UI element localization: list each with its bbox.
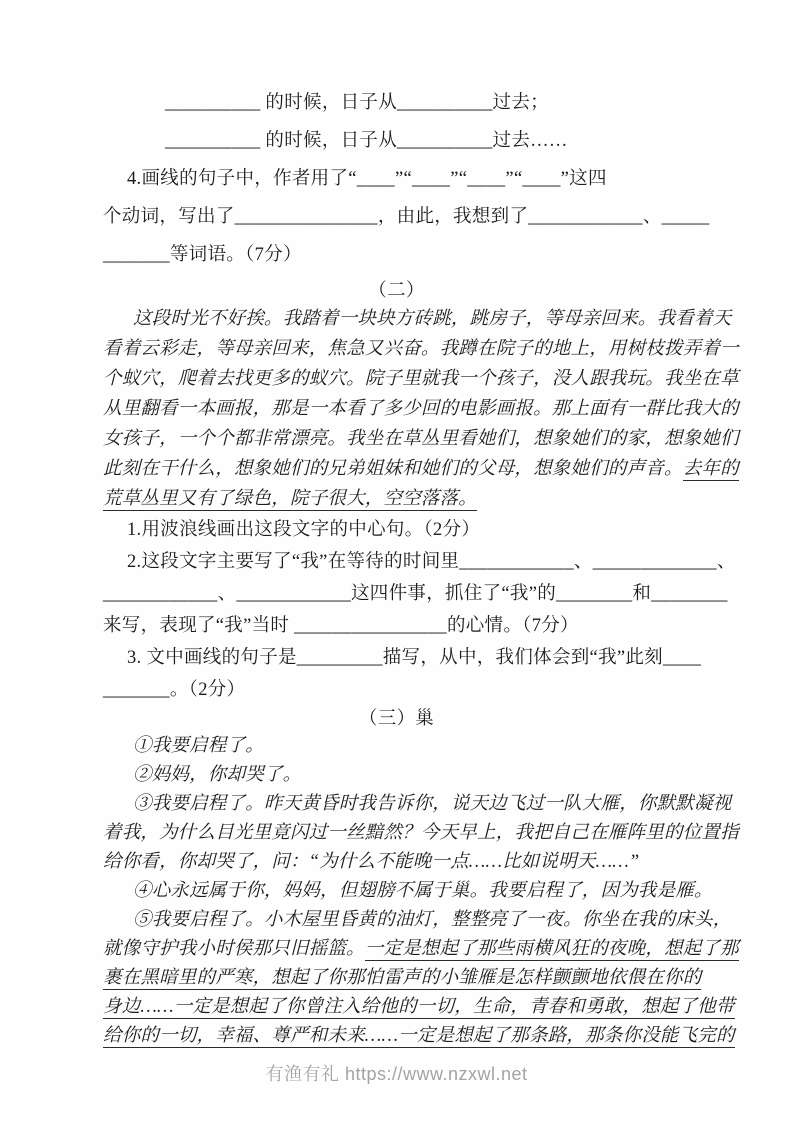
question-4-line-2: 个动词，写出了_______________，由此，我想到了____________、_____ (103, 207, 710, 227)
passage-2-line-6 (103, 454, 739, 484)
passage-3-para-1: ①我要启程了。 (133, 736, 264, 756)
fill-blank-line-1: __________ 的时候，日子从__________过去； (165, 93, 549, 113)
passage-2-line-2: 看着云彩走，等母亲回来，焦急又兴奋。我蹲在院子的地上，用树枝拨弄着一 (103, 339, 739, 359)
fill-blank-line-2: __________ 的时候，日子从__________过去…… (165, 131, 568, 151)
passage-3-para-5-line-4 (103, 993, 735, 1022)
question-2-line-1: 2.这段文字主要写了“我”在等待的时间里____________、_____________、 (127, 552, 736, 572)
passage-2-line-6-normal: 此刻在干什么，想象她们的兄弟姐妹和她们的父母，想象她们的声音。 (103, 459, 683, 479)
passage-3-para-3-line-1: ③我要启程了。昨天黄昏时我告诉你，说天边飞过一队大雁，你默默凝视 (133, 794, 732, 814)
passage-3-para-3-line-3: 给你看，你却哭了，问：“为什么不能晚一点……比如说明天……” (103, 852, 640, 872)
passage-3-underlined-3: 给你的一切，幸福、尊严和未来……一定是想起了那条路，那条你没能飞完的 (103, 1026, 735, 1046)
question-3-line-1: 3. 文中画线的句子是_________描写，从中，我们体会到“我”此刻____ (127, 648, 702, 668)
question-1: 1.用波浪线画出这段文字的中心句。（2分） (127, 520, 481, 540)
passage-2-underlined-sentence: 荒草丛里又有了绿色，院子很大，空空落落。 (103, 489, 478, 509)
passage-2-line-7 (103, 484, 690, 514)
question-4-line-3: _______等词语。（7分） (103, 245, 302, 265)
passage-3-para-5-line-5 (103, 1022, 735, 1051)
passage-3-para-5-line-1: ⑤我要启程了。小木屋里昏黄的油灯，整整亮了一夜。你坐在我的床头， (133, 910, 732, 930)
watermark-footer: 有渔有礼 https://www.nzxwl.net (265, 1064, 528, 1084)
question-2-line-2: ____________、____________这四件事，抓住了“我”的________和________ (103, 584, 728, 604)
passage-3-para-2: ②妈妈，你却哭了。 (133, 765, 302, 785)
passage-3-para-4: ④心永远属于你，妈妈，但翅膀不属于巢。我要启程了，因为我是雁。 (133, 881, 713, 901)
passage-3-para-5-line-3 (103, 964, 702, 993)
passage-3-para-5-line-2-normal: 就像守护我小时侯那只旧摇篮。 (103, 939, 365, 959)
passage-2-line-1: 这段时光不好挨。我踏着一块块方砖跳，跳房子，等母亲回来。我看着天 (133, 309, 732, 329)
passage-2-line-4: 从里翻看一本画报，那是一本看了多少回的电影画报。那上面有一群比我大的 (103, 399, 739, 419)
passage-3-para-3-line-2: 着我，为什么目光里竟闪过一丝黯然？今天早上，我把自己在雁阵里的位置指 (103, 823, 739, 843)
section-2-title: （二） (368, 281, 425, 301)
passage-2-line-5: 女孩子，一个个都非常漂亮。我坐在草丛里看她们，想象她们的家，想象她们 (103, 429, 739, 449)
question-2-line-3: 来写，表现了“我”当时 ________________的心情。（7分） (103, 616, 579, 636)
passage-3-underlined-1: 裹在黑暗里的严寒，想起了你那怕雷声的小雏雁是怎样颤颤地依偎在你的 (103, 968, 702, 988)
section-3-title: （三）巢 (358, 709, 435, 729)
passage-3-para-5-line-2 (103, 935, 739, 964)
passage-3-underlined-2: 身边……一定是想起了你曾注入给他的一切，生命，青春和勇敢，想起了他带 (103, 997, 735, 1017)
passage-3-para-5-line-2-underlined: 一定是想起了那些雨横风狂的夜晚，想起了那 (364, 939, 739, 959)
question-3-line-2: _______。（2分） (103, 680, 246, 700)
passage-2-line-3: 个蚁穴，爬着去找更多的蚁穴。院子里就我一个孩子，没人跟我玩。我坐在草 (103, 369, 739, 389)
passage-2-line-6-underlined: 去年的 (682, 459, 739, 479)
question-4-line-1: 4.画线的句子中，作者用了“____”“____”“____”“____”这四 (127, 169, 607, 189)
